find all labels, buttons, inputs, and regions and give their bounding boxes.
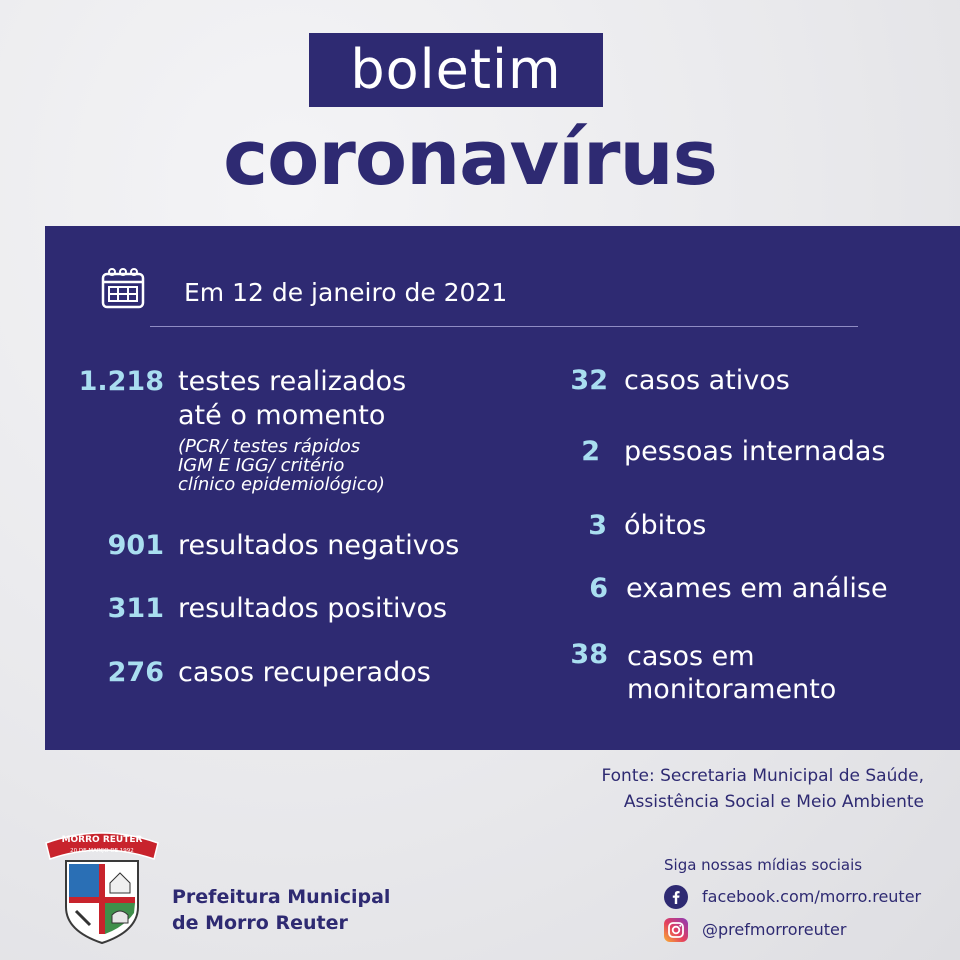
stat-note-line2: IGM E IGG/ critério — [178, 455, 345, 476]
prefeitura-name — [172, 884, 390, 936]
stat-value-deaths: 3 — [588, 510, 607, 541]
stat-value-recovered: 276 — [107, 657, 164, 688]
stat-label-tests-line1: testes realizados — [178, 366, 407, 397]
source-line1: Fonte: Secretaria Municipal de Saúde, — [601, 766, 924, 786]
stat-label-hospitalized: pessoas internadas — [624, 436, 886, 467]
facebook-icon[interactable] — [664, 885, 688, 909]
bulletin-date: Em 12 de janeiro de 2021 — [184, 278, 508, 307]
crest-banner-text: MORRO REUTER — [61, 835, 143, 845]
stat-value-tests: 1.218 — [78, 366, 164, 397]
stat-label-exams: exames em análise — [626, 573, 888, 604]
crest-date-text: 20 DE MARÇO DE 1992 — [70, 848, 134, 854]
prefeitura-line1: Prefeitura Municipal — [172, 886, 391, 908]
instagram-link[interactable]: @prefmorroreuter — [702, 920, 847, 939]
stat-note-line1: (PCR/ testes rápidos — [178, 436, 361, 457]
facebook-link[interactable]: facebook.com/morro.reuter — [702, 887, 922, 906]
stat-label-positive: resultados positivos — [178, 593, 448, 624]
social-title: Siga nossas mídias sociais — [664, 856, 863, 874]
stat-value-exams: 6 — [589, 573, 608, 604]
municipal-crest-icon — [40, 825, 164, 945]
stat-value-hospitalized: 2 — [581, 436, 600, 467]
stat-value-positive: 311 — [107, 593, 164, 624]
stat-label-tests-line2: até o momento — [178, 400, 386, 431]
stat-value-monitoring: 38 — [570, 639, 608, 670]
title-boletim: boletim — [350, 38, 562, 101]
title-coronavirus: coronavírus — [223, 113, 717, 202]
divider — [150, 326, 858, 327]
stat-label-recovered: casos recuperados — [178, 657, 431, 688]
instagram-icon[interactable] — [664, 918, 688, 942]
stat-label-active: casos ativos — [624, 365, 790, 396]
stat-value-active: 32 — [570, 365, 608, 396]
stat-note-line3: clínico epidemiológico) — [178, 474, 385, 495]
calendar-icon — [101, 267, 145, 309]
source-note — [601, 763, 924, 815]
stat-label-monitoring-line2: monitoramento — [627, 674, 837, 705]
prefeitura-line2: de Morro Reuter — [172, 912, 348, 934]
stat-label-deaths: óbitos — [624, 510, 707, 541]
stat-value-negative: 901 — [107, 530, 164, 561]
source-line2: Assistência Social e Meio Ambiente — [623, 792, 924, 812]
stat-label-monitoring-line1: casos em — [627, 641, 755, 672]
stat-label-negative: resultados negativos — [178, 530, 460, 561]
